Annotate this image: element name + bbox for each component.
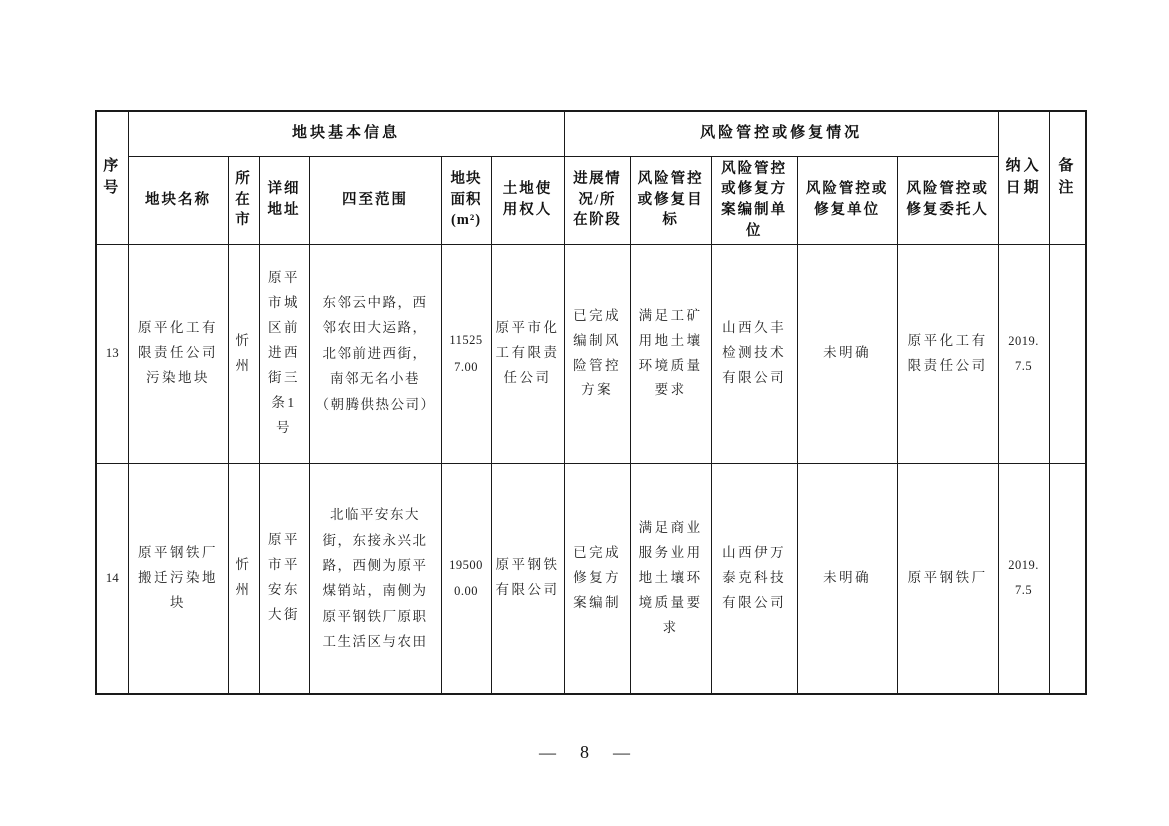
- col-header-city: 所在市: [228, 156, 259, 244]
- col-header-note: 备注: [1049, 111, 1086, 244]
- cell-progress: 已完成修复方案编制: [564, 463, 630, 694]
- page-number: [0, 742, 1169, 763]
- cell-parcel-name: 原平化工有限责任公司污染地块: [128, 244, 228, 463]
- cell-progress: 已完成编制风险管控方案: [564, 244, 630, 463]
- col-header-area: 地块面积(m²): [441, 156, 491, 244]
- cell-seq: 14: [96, 463, 128, 694]
- cell-parcel-name: 原平钢铁厂搬迁污染地块: [128, 463, 228, 694]
- col-header-land-user: 土地使用权人: [491, 156, 564, 244]
- cell-plan-unit: 山西伊万泰克科技有限公司: [711, 463, 797, 694]
- cell-seq: 13: [96, 244, 128, 463]
- cell-boundaries: 北临平安东大街，东接永兴北路，西侧为原平煤销站，南侧为原平钢铁厂原职工生活区与农田: [309, 463, 441, 694]
- col-header-boundaries: 四至范围: [309, 156, 441, 244]
- cell-repair-unit: 未明确: [797, 463, 897, 694]
- cell-date: 2019.7.5: [998, 463, 1049, 694]
- cell-date: 2019.7.5: [998, 244, 1049, 463]
- table-row: [96, 463, 1086, 694]
- land-parcel-table: [95, 110, 1087, 695]
- table-row: [96, 244, 1086, 463]
- group-header-risk-info: 风险管控或修复情况: [564, 111, 998, 156]
- footer-page-number: 8: [580, 742, 589, 762]
- cell-address: 原平市平安东大街: [259, 463, 309, 694]
- cell-client: 原平化工有限责任公司: [897, 244, 998, 463]
- cell-city: 忻州: [228, 463, 259, 694]
- cell-plan-unit: 山西久丰检测技术有限公司: [711, 244, 797, 463]
- cell-target: 满足商业服务业用地土壤环境质量要求: [630, 463, 711, 694]
- cell-address: 原平市城区前进西街三条1号: [259, 244, 309, 463]
- col-header-plan-unit: 风险管控或修复方案编制单位: [711, 156, 797, 244]
- cell-land-user: 原平市化工有限责任公司: [491, 244, 564, 463]
- group-header-basic-info: 地块基本信息: [128, 111, 564, 156]
- cell-client: 原平钢铁厂: [897, 463, 998, 694]
- cell-note: [1049, 244, 1086, 463]
- cell-land-user: 原平钢铁有限公司: [491, 463, 564, 694]
- col-header-address: 详细地址: [259, 156, 309, 244]
- footer-left-dash: —: [539, 743, 556, 762]
- col-header-progress: 进展情况/所在阶段: [564, 156, 630, 244]
- cell-area: 115257.00: [441, 244, 491, 463]
- col-header-name: 地块名称: [128, 156, 228, 244]
- cell-target: 满足工矿用地土壤环境质量要求: [630, 244, 711, 463]
- col-header-seq: 序号: [96, 111, 128, 244]
- col-header-date: 纳入日期: [998, 111, 1049, 244]
- cell-boundaries: 东邻云中路，西邻农田大运路，北邻前进西街， 南邻无名小巷（朝腾供热公司）: [309, 244, 441, 463]
- footer-right-dash: —: [613, 743, 630, 762]
- col-header-client: 风险管控或修复委托人: [897, 156, 998, 244]
- cell-repair-unit: 未明确: [797, 244, 897, 463]
- col-header-repair-unit: 风险管控或修复单位: [797, 156, 897, 244]
- cell-city: 忻州: [228, 244, 259, 463]
- cell-area: 195000.00: [441, 463, 491, 694]
- cell-note: [1049, 463, 1086, 694]
- col-header-target: 风险管控或修复目标: [630, 156, 711, 244]
